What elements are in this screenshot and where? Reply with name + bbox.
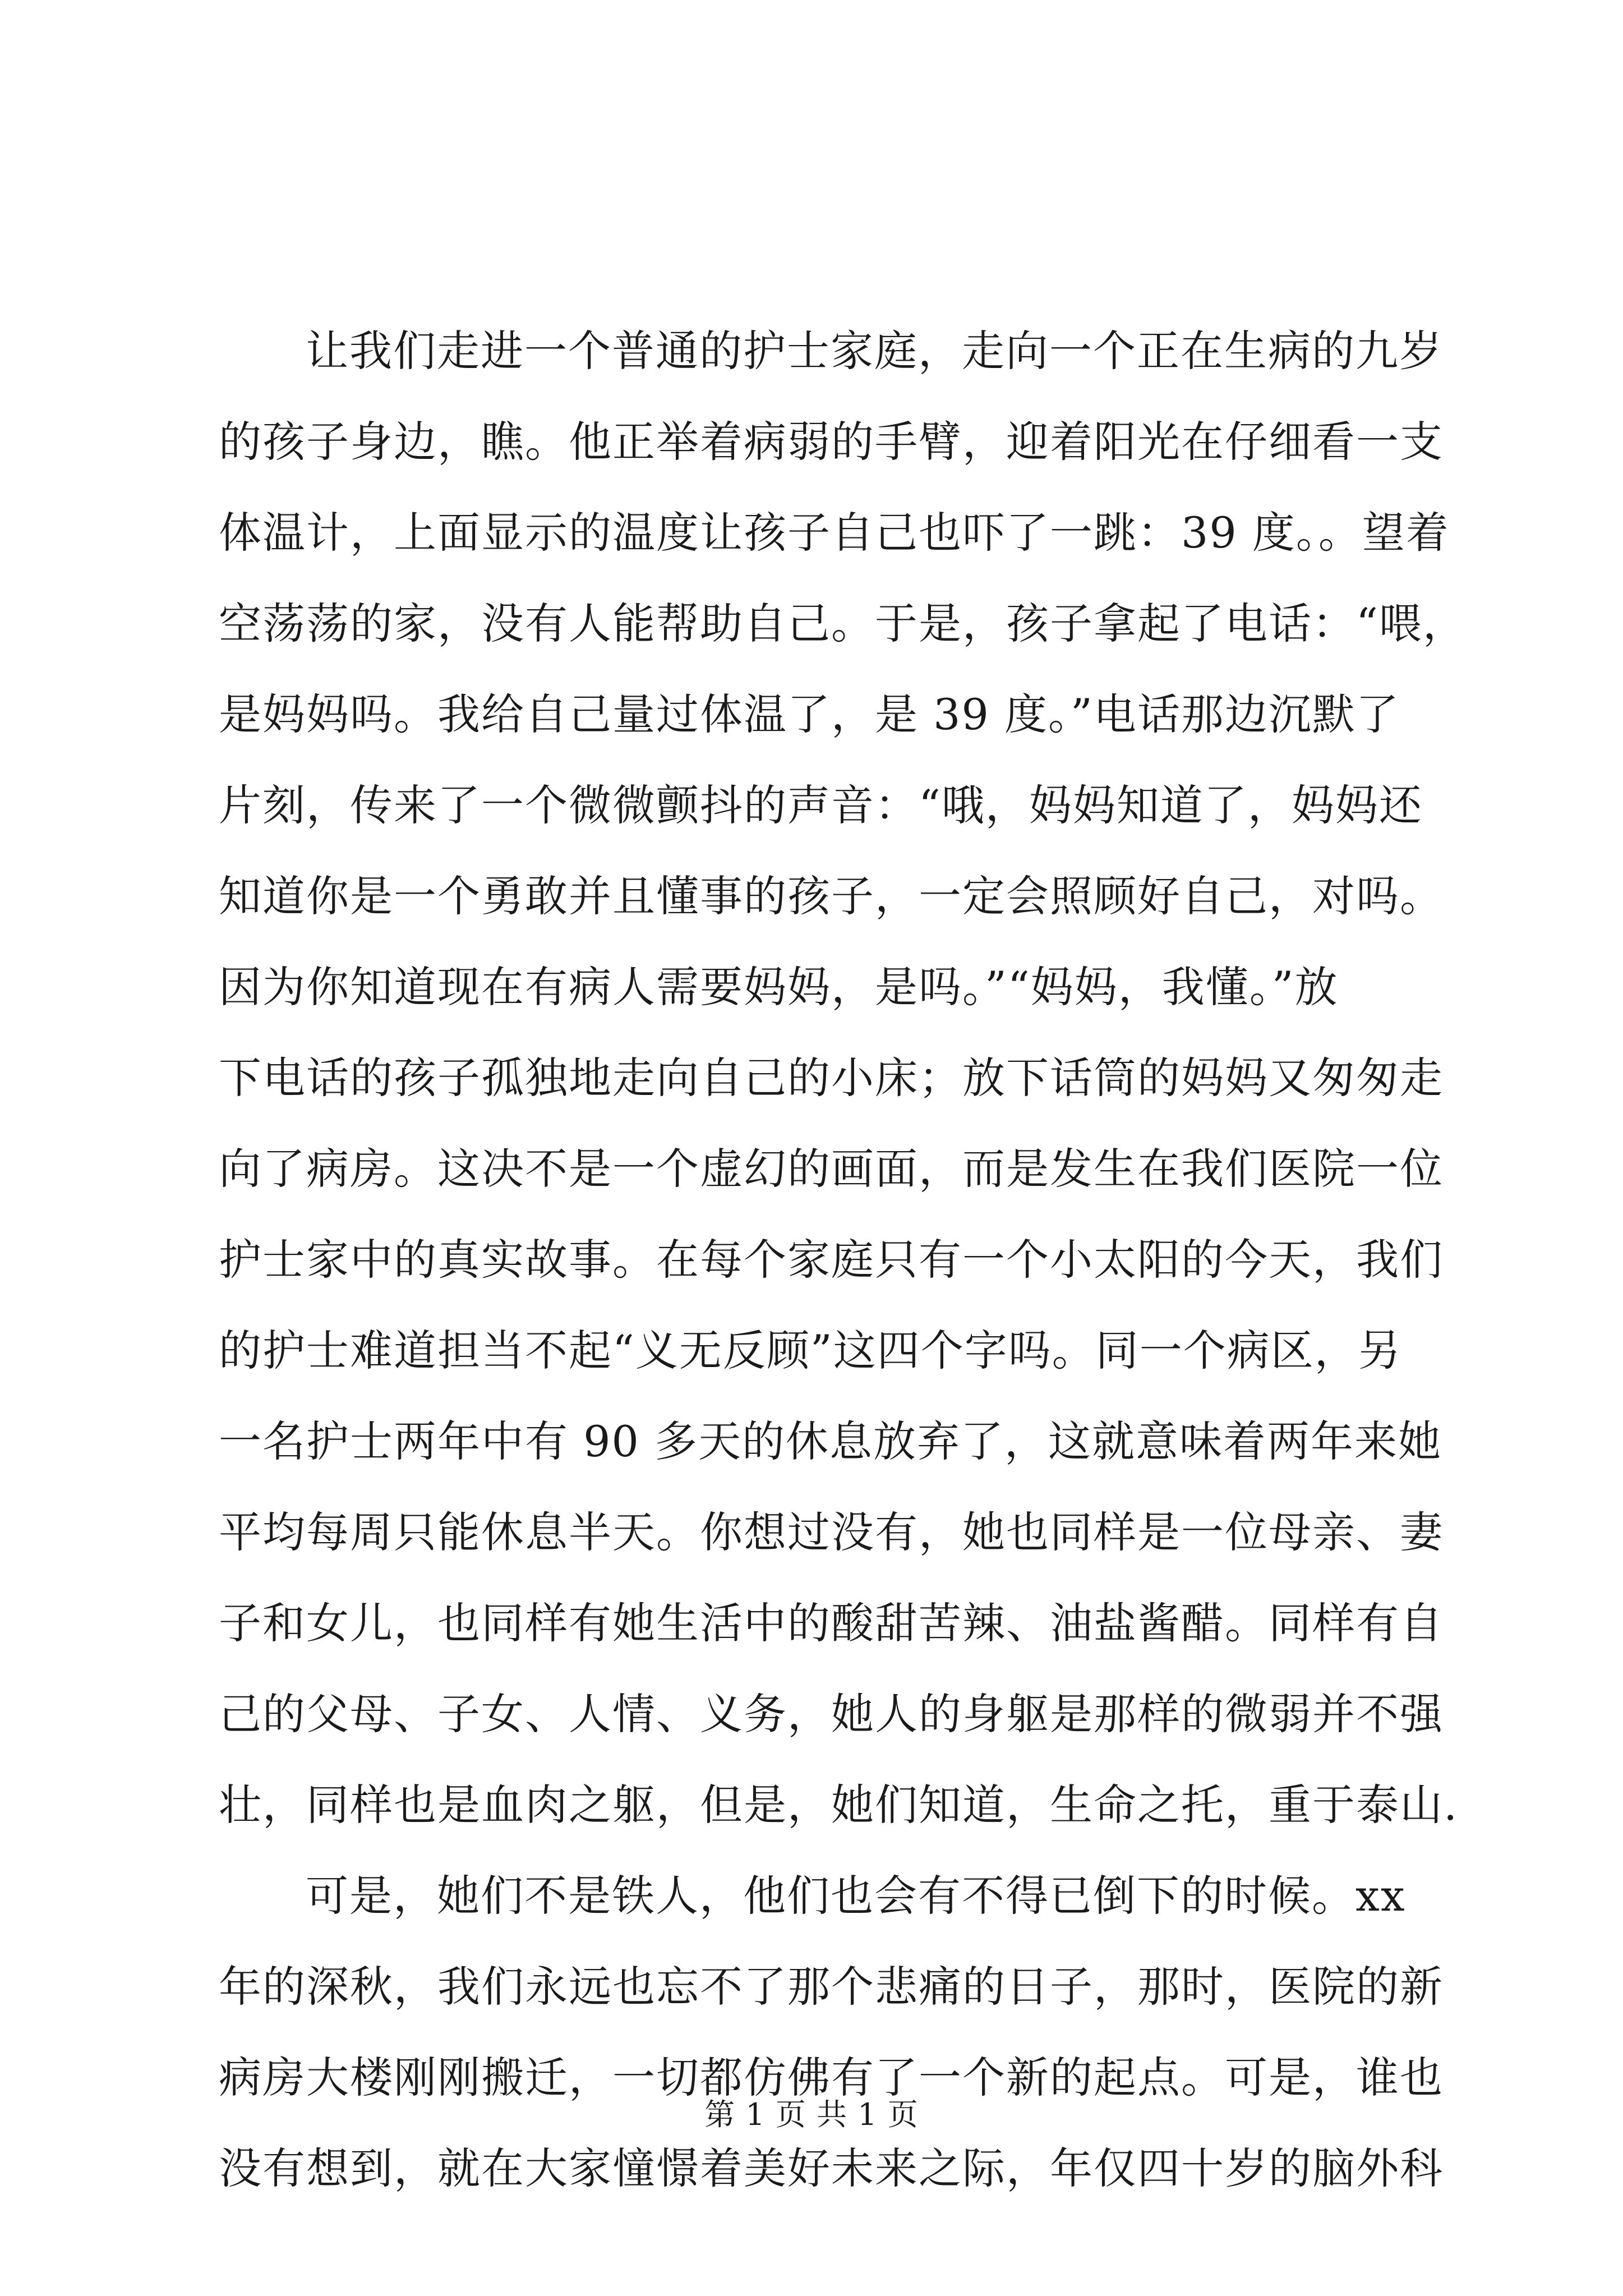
paragraph-1-line: 护士家中的真实故事。在每个家庭只有一个小太阳的今天，我们 (219, 1235, 1444, 1285)
paragraph-1-line: 让我们走进一个普通的护士家庭，走向一个正在生病的九岁 (306, 326, 1443, 376)
page-footer: 第 1 页 共 1 页 (704, 2097, 919, 2132)
paragraph-1-line: 的孩子身边，瞧。他正举着病弱的手臂，迎着阳光在仔细看一支 (219, 417, 1444, 467)
paragraph-2-line: 可是，她们不是铁人，他们也会有不得已倒下的时候。xx (306, 1871, 1406, 1921)
paragraph-1-line: 己的父母、子女、人情、义务，她人的身躯是那样的微弱并不强 (219, 1689, 1444, 1739)
paragraph-1-line: 的护士难道担当不起“义无反顾”这四个字吗。同一个病区，另 (219, 1326, 1402, 1375)
body-text (219, 306, 1467, 2214)
paragraph-2-line: 病房大楼刚刚搬迁，一切都仿佛有了一个新的起点。可是，谁也 (219, 2053, 1444, 2102)
paragraph-1-line: 子和女儿，也同样有她生活中的酸甜苦辣、油盐酱醋。同样有自 (219, 1598, 1444, 1648)
paragraph-1-line: 向了病房。这决不是一个虚幻的画面，而是发生在我们医院一位 (219, 1144, 1444, 1194)
paragraph-1-line: 是妈妈吗。我给自己量过体温了，是 39 度。”电话那边沉默了 (219, 689, 1400, 739)
paragraph-1-line: 体温计，上面显示的温度让孩子自己也吓了一跳：39 度。。望着 (219, 508, 1450, 558)
paragraph-1-line: 片刻，传来了一个微微颤抖的声音：“哦，妈妈知道了，妈妈还 (219, 780, 1423, 830)
paragraph-1-line: 下电话的孩子孤独地走向自己的小床；放下话筒的妈妈又匆匆走 (219, 1053, 1444, 1103)
paragraph-1-line: 一名护士两年中有 90 多天的休息放弃了，这就意味着两年来她 (219, 1416, 1442, 1466)
paragraph-1-line: 壮，同样也是血肉之躯，但是，她们知道，生命之托，重于泰山. (219, 1780, 1459, 1830)
paragraph-2-line: 没有想到，就在大家憧憬着美好未来之际，年仅四十岁的脑外科 (219, 2143, 1444, 2193)
paragraph-1-line: 知道你是一个勇敢并且懂事的孩子，一定会照顾好自己，对吗。 (219, 871, 1444, 921)
paragraph-1-line: 空荡荡的家，没有人能帮助自己。于是，孩子拿起了电话：“喂， (219, 599, 1467, 648)
paragraph-1-line: 因为你知道现在有病人需要妈妈，是吗。”“妈妈，我懂。”放 (219, 962, 1339, 1012)
paragraph-2-line: 年的深秋，我们永远也忘不了那个悲痛的日子，那时，医院的新 (219, 1962, 1444, 2012)
paragraph-1-line: 平均每周只能休息半天。你想过没有，她也同样是一位母亲、妻 (219, 1507, 1444, 1557)
